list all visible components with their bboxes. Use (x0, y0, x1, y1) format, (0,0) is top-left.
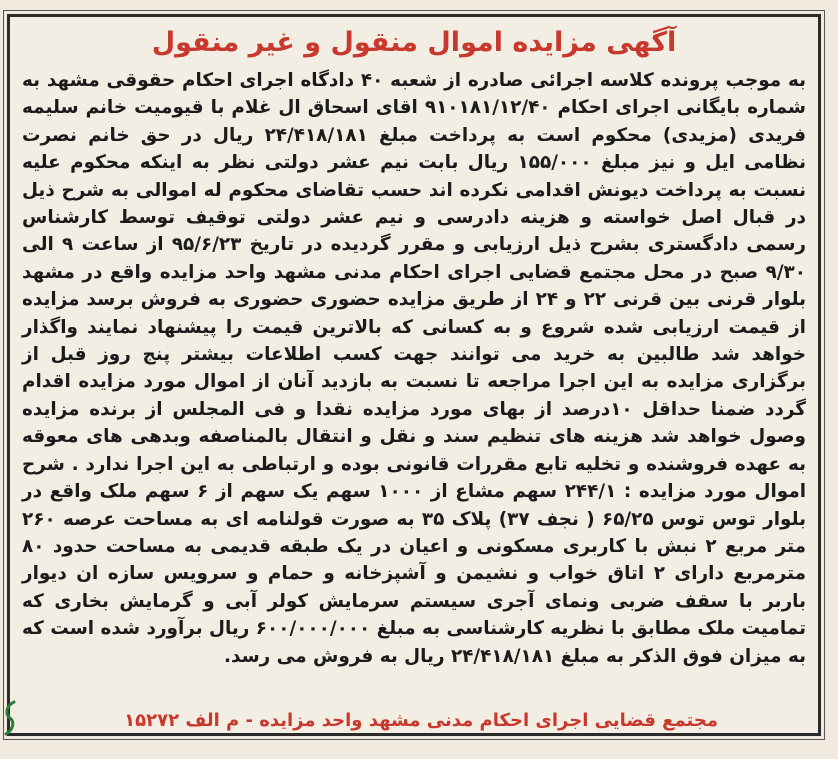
notice-body: به موجب پرونده کلاسه اجرائی صادره از شعبه ۴۰ دادگاه اجرای احکام حقوقی مشهد به شماره بایگانی اجرای احکام ۹۱۰۱۸۱/۱۲/۴۰ اقای اسحاق ال غلام با قیومیت خانم سلیمه فریدی (مزیدی) محکوم است به پرداخت مبلغ ۲۴/۴۱۸/۱۸۱ ریال در حق خانم نصرت نظامی ایل و نیز مبلغ ۱۵۵/۰۰۰ ریال بابت نیم عشر دولتی نظر به اینکه محکوم علیه نسبت به پرداخت دیونش اقدامی نکرده اند حسب تقاضای محکوم له اموالی به شرح ذیل در قبال اصل خواسته و هزینه دادرسی و نیم عشر دولتی توقیف توسط کارشناس رسمی دادگستری بشرح ذیل ارزیابی و مقرر گردیده در تاریخ ۹۵/۶/۲۳ از ساعت ۹ الی ۹/۳۰ صبح در محل مجتمع قضایی اجرای احکام مدنی مشهد واحد مزایده واقع در مشهد بلوار قرنی بین قرنی ۲۲ و ۲۴ از طریق مزایده حضوری حضوری به فروش برسد مزایده از قیمت ارزیابی شده شروع و به کسانی که بالاترین قیمت را پیشنهاد نمایند واگذار خواهد شد طالبین به خرید می توانند جهت کسب اطلاعات بیشتر پنج روز قبل از برگزاری مزایده به این اجرا مراجعه تا نسبت به بازدید آنان از اموال مورد مزایده اقدام گردد ضمنا حداقل ۱۰درصد از بهای مورد مزایده نقدا و فی المجلس از برنده مزایده وصول خواهد شد هزینه های تنظیم سند و نقل و انتقال بالمناصفه وبدهی های معوقه به عهده فروشنده و تخلیه تابع مقررات قانونی بوده و ارتباطی به این اجرا ندارد . شرح اموال مورد مزایده : ۲۴۴/۱ سهم مشاع از ۱۰۰۰ سهم یک سهم از ۶ سهم ملک واقع در بلوار توس توس ۶۵/۲۵ ( نجف ۳۷) پلاک ۳۵ به صورت قولنامه ای به مساحت عرصه ۲۶۰ متر مربع ۲ نبش با کاربری مسکونی و اعیان در یک طبقه قدیمی به مساحت حدود ۸۰ مترمربع دارای ۲ اتاق خواب و نشیمن و آشپزخانه و حمام و سرویس سازه ان دیوار باربر با سقف ضربی ونمای آجری سیستم سرمایش کولر آبی و گرمایش بخاری که تمامیت ملک مطابق با نظریه کارشناسی به مبلغ ۶۰۰/۰۰۰/۰۰۰ ریال برآورد شده است که به میزان فوق الذکر به مبلغ ۲۴/۴۱۸/۱۸۱ ریال به فروش می رسد. (22, 70, 807, 667)
notice-footer: مجتمع قضایی اجرای احکام مدنی مشهد واحد مزایده - م الف ۱۵۲۷۲ (124, 710, 718, 731)
green-ink-mark-icon (2, 700, 22, 736)
notice-title: آگهی مزایده اموال منقول و غیر منقول (151, 27, 677, 58)
auction-notice (7, 14, 821, 736)
